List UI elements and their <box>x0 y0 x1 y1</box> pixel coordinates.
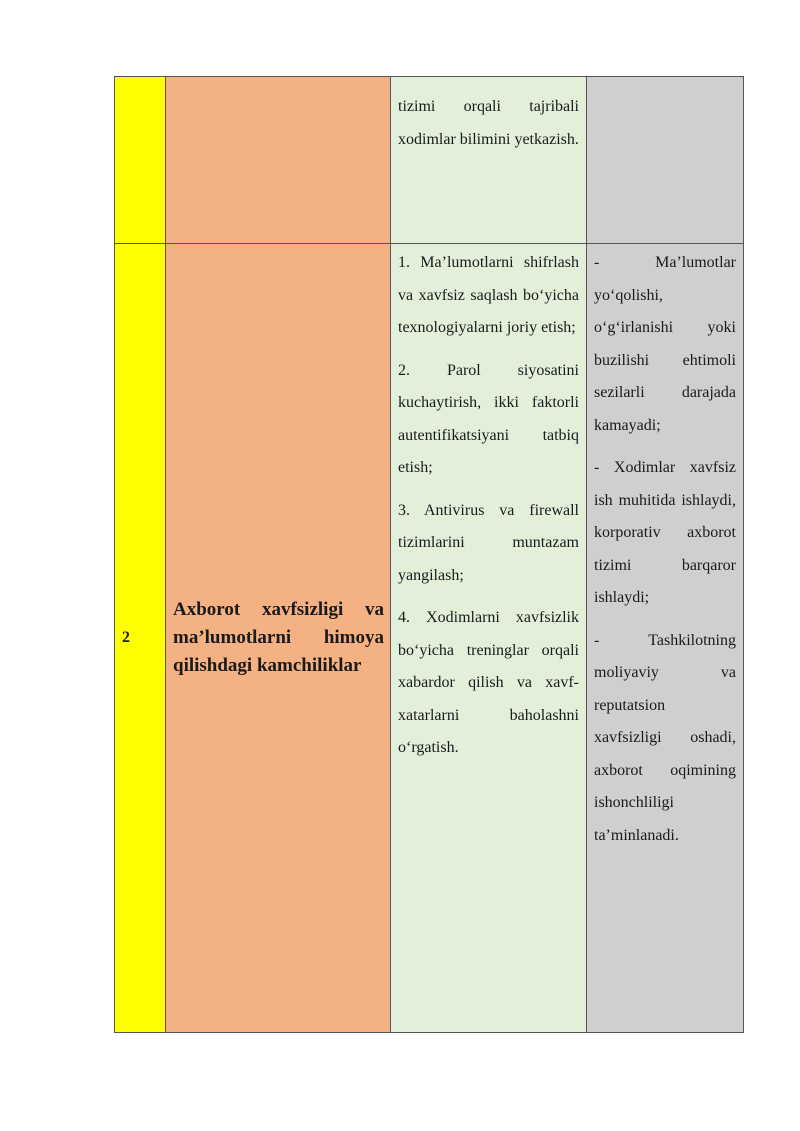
action-item: 4. Xodimlarni xavfsizlik bo‘yicha treninglar orqali xabardor qilish va xavf-xatarlarni baholashni o‘rgatish. <box>398 609 579 756</box>
measures-table <box>114 76 744 1033</box>
table-row <box>115 77 744 244</box>
row-number: 2 <box>122 629 130 646</box>
result-item: - Ma’lumotlar yo‘qolishi, o‘g‘irlanishi yoki buzilishi ehtimoli sezilarli darajada kamayadi; <box>594 254 736 434</box>
table-row <box>115 244 744 1033</box>
row-number-cell <box>115 244 166 1033</box>
topic-text: Axborot xavfsizligi va ma’lumotlarni himoya qilishdagi kamchiliklar <box>173 599 384 676</box>
result-item: - Tashkilotning moliyaviy va reputatsion xavfsizligi oshadi, axborot oqimining ishonchliligi ta’minlanadi. <box>594 631 736 844</box>
topic-cell <box>166 77 391 244</box>
row-number-cell <box>115 77 166 244</box>
actions-cell <box>391 77 587 244</box>
action-item: 3. Antivirus va firewall tizimlarini muntazam yangilash; <box>398 501 579 584</box>
results-cell <box>587 77 744 244</box>
result-item: - Xodimlar xavfsiz ish muhitida ishlaydi, korporativ axborot tizimi barqaror ishlaydi; <box>594 459 736 606</box>
action-item: 1. Ma’lumotlarni shifrlash va xavfsiz saqlash bo‘yicha texnologiyalarni joriy etish; <box>398 254 579 336</box>
action-item: 2. Parol siyosatini kuchaytirish, ikki faktorli autentifikatsiyani tatbiq etish; <box>398 361 579 476</box>
topic-cell <box>166 244 391 1033</box>
action-item: tizimi orqali tajribali xodimlar bilimini yetkazish. <box>398 98 579 148</box>
actions-cell <box>391 244 587 1033</box>
results-cell <box>587 244 744 1033</box>
